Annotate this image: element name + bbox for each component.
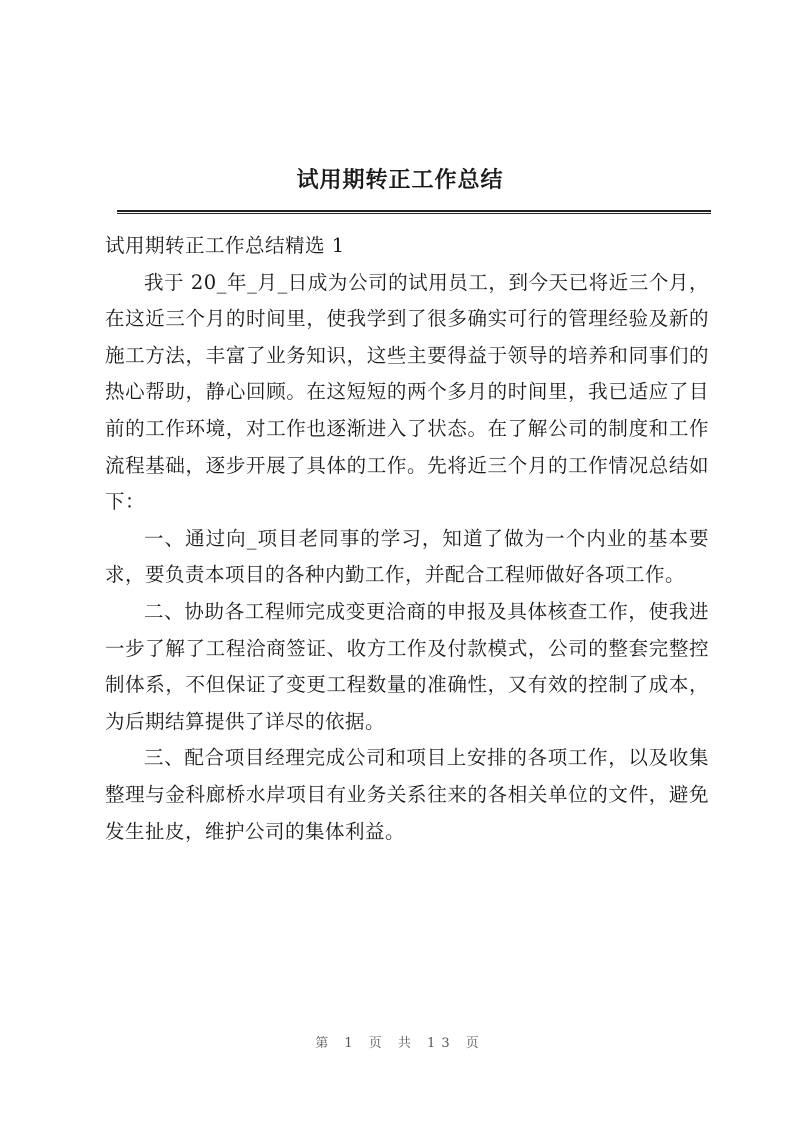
document-title: 试用期转正工作总结: [296, 168, 504, 193]
document-body: [105, 228, 709, 850]
title-divider: [117, 210, 711, 214]
paragraph-item-2: 二、协助各工程师完成变更洽商的申报及具体核查工作，使我进一步了解了工程洽商签证、收方工作及付款模式，公司的整套完整控制体系，不但保证了变更工程数量的准确性，又有效的控制了成本，为后期结算提供了详尽的依据。: [105, 599, 709, 733]
page-footer: 第 1 页 共 13 页: [315, 1036, 485, 1051]
paragraph-item-1: 一、通过向_项目老同事的学习，知道了做为一个内业的基本要求，要负责本项目的各种内勤工作，并配合工程师做好各项工作。: [105, 526, 709, 587]
paragraph-intro: 我于 20_年_月_日成为公司的试用员工，到今天已将近三个月，在这近三个月的时间里，使我学到了很多确实可行的管理经验及新的施工方法，丰富了业务知识，这些主要得益于领导的培养和同事们的热心帮助，静心回顾。在这短短的两个多月的时间里，我已适应了目前的工作环境，对工作也逐渐进入了状态。在了解公司的制度和工作流程基础，逐步开展了具体的工作。先将近三个月的工作情况总结如下：: [105, 270, 709, 514]
section-subtitle: 试用期转正工作总结精选 1: [105, 234, 345, 257]
paragraph-item-3: 三、配合项目经理完成公司和项目上安排的各项工作，以及收集整理与金科廊桥水岸项目有业务关系往来的各相关单位的文件，避免发生扯皮，维护公司的集体利益。: [105, 746, 709, 843]
